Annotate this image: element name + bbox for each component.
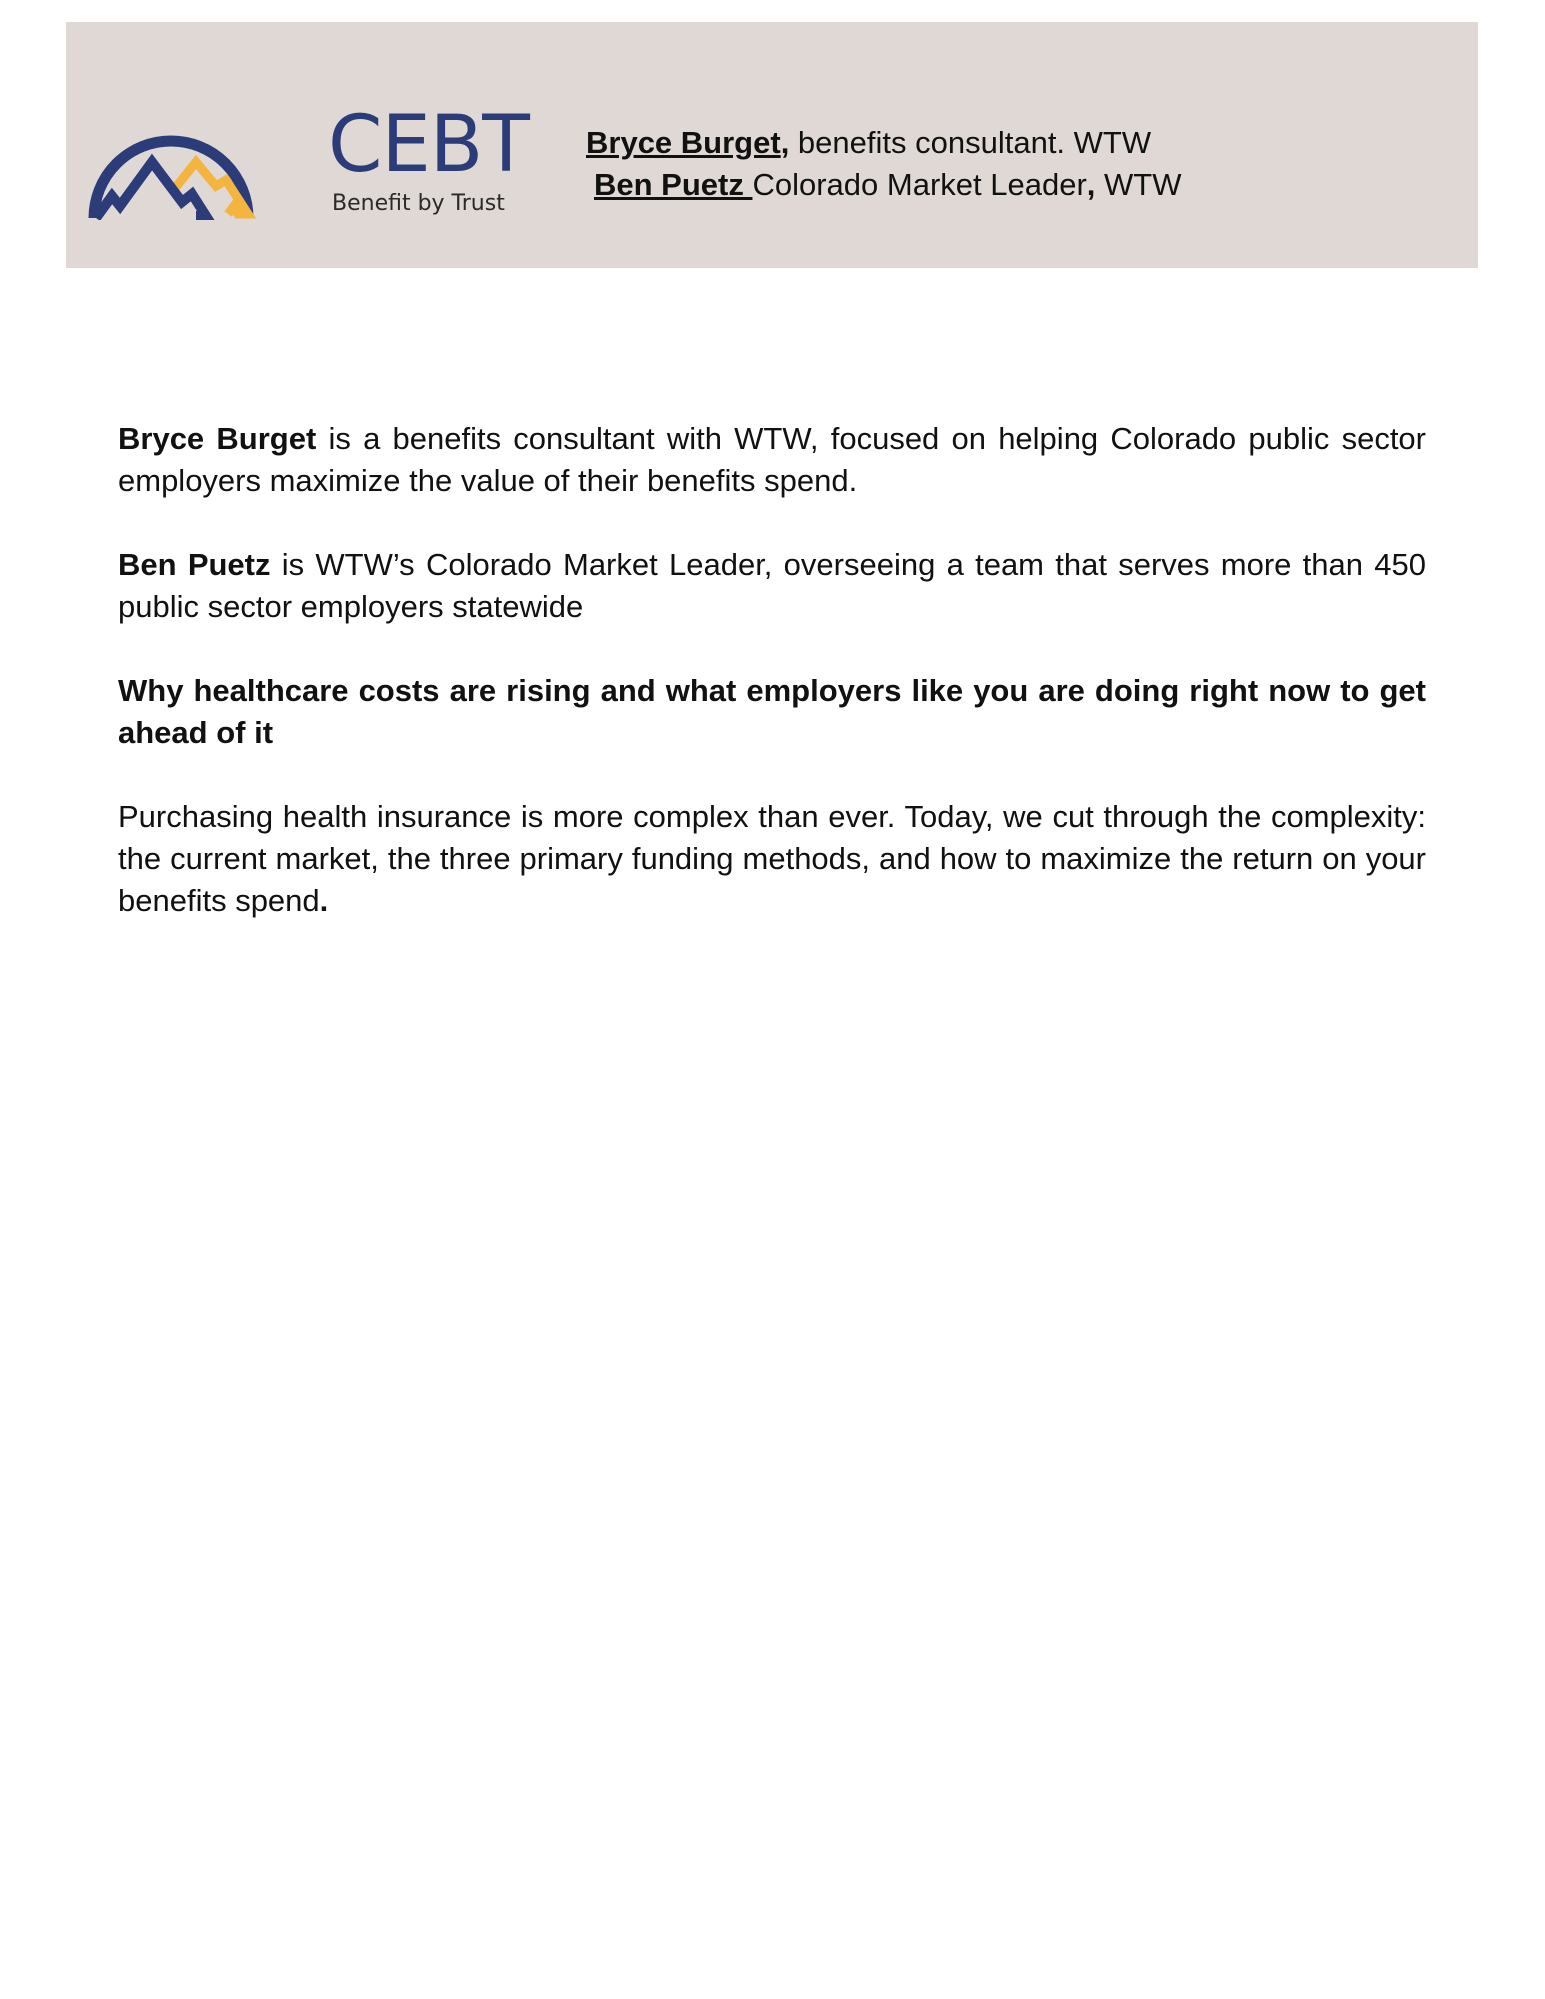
speaker-1-name: Bryce Burget (586, 125, 781, 160)
bio-2-text: is WTW’s Colorado Market Leader, overseeing a team that serves more than 450 public sector employers statewide (118, 547, 1426, 624)
bio-1-name: Bryce Burget (118, 421, 317, 456)
main-content (118, 418, 1426, 964)
description-period: . (319, 883, 329, 918)
session-title: Why healthcare costs are rising and what employers like you are doing right now to get ahead of it (118, 673, 1426, 750)
speaker-2-role: Colorado Market Leader (752, 167, 1087, 202)
speaker-2-separator: , (1086, 167, 1096, 202)
speaker-2-name: Ben Puetz (594, 167, 753, 202)
header-banner (66, 22, 1478, 268)
logo-tagline: Benefit by Trust (332, 191, 505, 216)
speaker-1-role: benefits consultant. WTW (789, 125, 1152, 160)
cebt-logo (88, 90, 529, 220)
speaker-2-organization: WTW (1095, 167, 1182, 202)
session-description (118, 796, 1426, 922)
speaker-1-separator: , (780, 125, 790, 160)
speaker-list (586, 122, 1181, 206)
speaker-line-2 (586, 164, 1181, 206)
bio-1-text: is a benefits consultant with WTW, focused on helping Colorado public sector employers maximize the value of their benefits spend. (118, 421, 1427, 498)
bio-ben-puetz (118, 544, 1426, 628)
bio-bryce-burget (118, 418, 1426, 502)
mountain-arch-logo-icon (88, 90, 328, 220)
logo-wordmark: CEBT (328, 100, 529, 190)
bio-2-name: Ben Puetz (118, 547, 271, 582)
speaker-line-1 (586, 122, 1181, 164)
description-text: Purchasing health insurance is more complex than ever. Today, we cut through the complexity: the current market, the three primary funding methods, and how to maximize the return on your benefits spend (118, 799, 1426, 918)
